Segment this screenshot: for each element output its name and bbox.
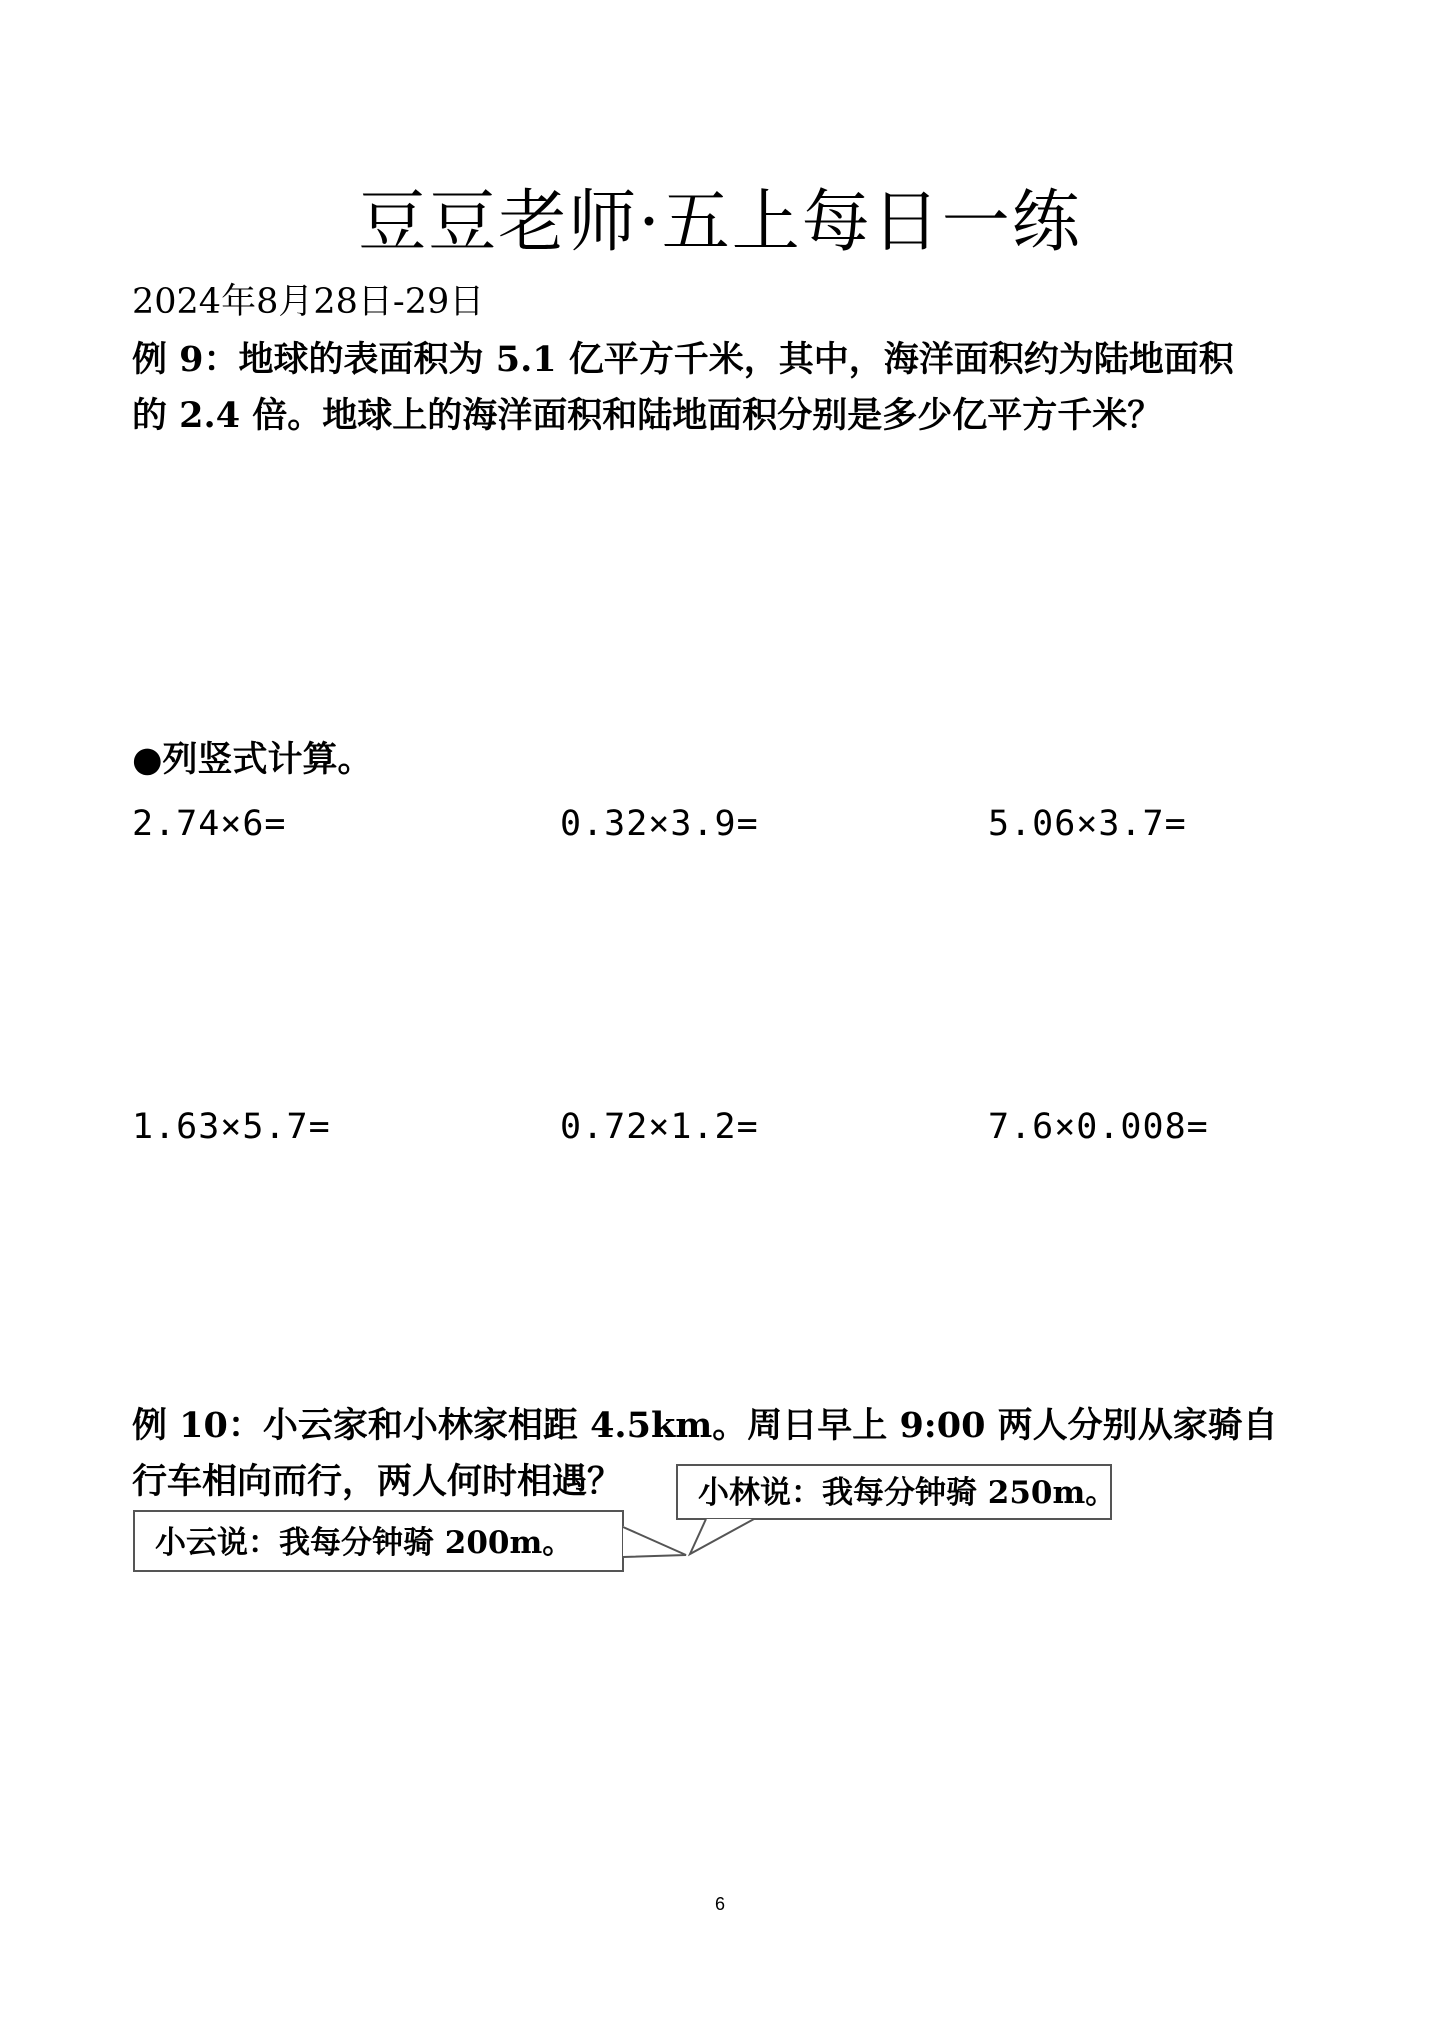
problem-9-line-1: 例 9：地球的表面积为 5.1 亿平方千米，其中，海洋面积约为陆地面积: [132, 339, 1234, 380]
page-number: 6: [714, 1894, 725, 1914]
calc-item: 0.32×3.9=: [560, 804, 759, 844]
problem-9-line-2: 的 2.4 倍。地球上的海洋面积和陆地面积分别是多少亿平方千米？: [132, 395, 1163, 436]
xiaoyun-bubble-tail-outline: [623, 1527, 686, 1557]
calc-item: 5.06×3.7=: [988, 804, 1187, 844]
calc-item: 7.6×0.008=: [988, 1107, 1209, 1147]
speech-bubble-xiaoyun: 小云说：我每分钟骑 200m。: [133, 1510, 624, 1572]
vertical-calc-heading: ●列竖式计算。: [132, 739, 373, 780]
problem-9: [132, 332, 1332, 444]
page-title: 豆豆老师·五上每日一练: [358, 183, 1082, 262]
problem-10-line-1: 例 10：小云家和小林家相距 4.5km。周日早上 9:00 两人分别从家骑自: [132, 1405, 1278, 1446]
speech-bubble-xiaolin: 小林说：我每分钟骑 250m。: [676, 1464, 1112, 1520]
calc-item: 2.74×6=: [132, 804, 287, 844]
date-line: 2024年8月28日-29日: [132, 282, 485, 322]
xiaoyun-bubble-tail: [623, 1526, 686, 1558]
xiaolin-bubble-tail-outline: [690, 1519, 754, 1554]
xiaolin-bubble-tail: [690, 1519, 754, 1554]
calc-item: 1.63×5.7=: [132, 1107, 331, 1147]
problem-10-line-2: 行车相向而行，两人何时相遇？: [132, 1461, 623, 1502]
calc-item: 0.72×1.2=: [560, 1107, 759, 1147]
